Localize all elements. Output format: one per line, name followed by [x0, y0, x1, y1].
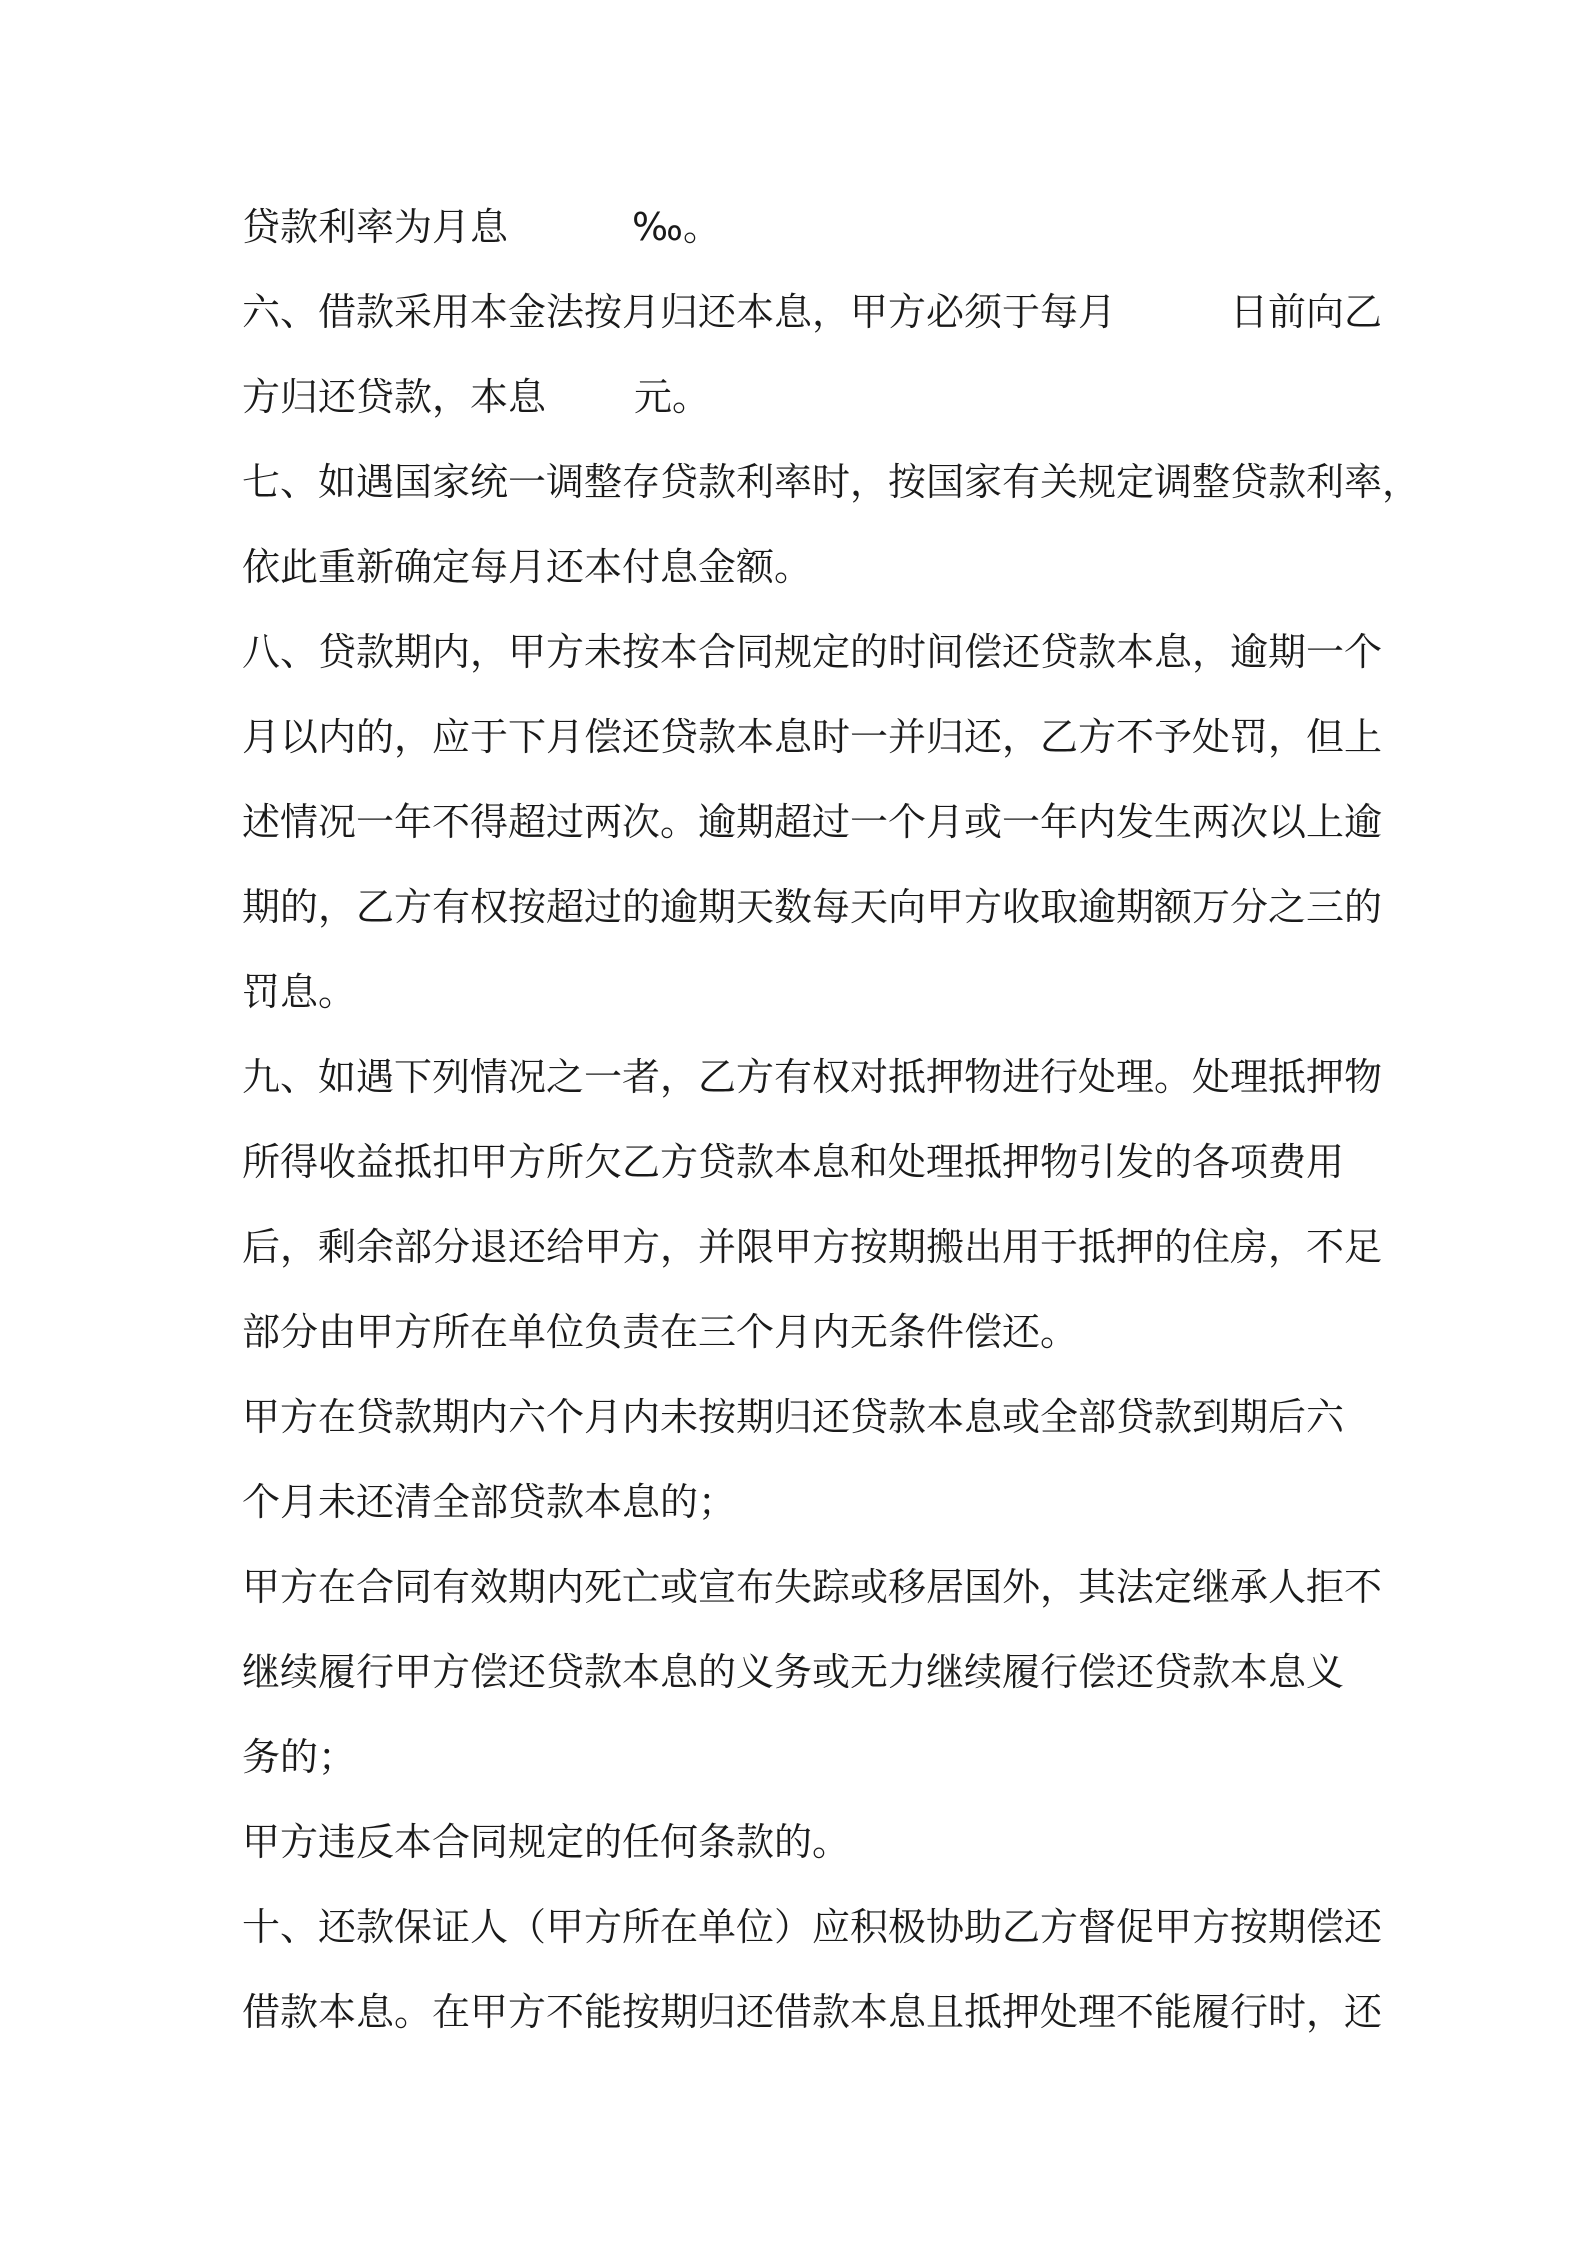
- text-segment: 方归还贷款，本息: [242, 375, 547, 419]
- text-segment: ‰。: [632, 205, 722, 249]
- text-segment: 甲方违反本合同规定的任何条款的。: [242, 1820, 851, 1864]
- text-line: [242, 1715, 1360, 1799]
- text-segment: 务的；: [242, 1735, 357, 1779]
- text-line: [242, 440, 1421, 524]
- text-segment: 继续履行甲方偿还贷款本息的义务或无力继续履行偿还贷款本息义: [242, 1650, 1345, 1694]
- text-line: [242, 185, 1360, 269]
- text-segment: 月以内的，应于下月偿还贷款本息时一并归还，乙方不予处罚，但上: [242, 715, 1383, 759]
- text-segment: 贷款利率为月息: [242, 205, 509, 249]
- text-line: [242, 1035, 1383, 1119]
- text-segment: 六、借款采用本金法按月归还本息，甲方必须于每月: [242, 290, 1117, 334]
- text-line: [242, 950, 1360, 1034]
- text-line: [242, 270, 1383, 354]
- text-line: [242, 1545, 1383, 1629]
- text-segment: 部分由甲方所在单位负责在三个月内无条件偿还。: [242, 1310, 1079, 1354]
- text-line: [242, 1460, 1360, 1544]
- text-line: [242, 1375, 1360, 1459]
- text-segment: 九、如遇下列情况之一者，乙方有权对抵押物进行处理。处理抵押物: [242, 1055, 1383, 1099]
- text-segment: 罚息。: [242, 970, 357, 1014]
- text-line: [242, 695, 1383, 779]
- text-line: [242, 1630, 1360, 1714]
- text-line: [242, 1120, 1360, 1204]
- text-line: [242, 525, 1360, 609]
- text-line: [242, 1885, 1383, 1969]
- text-segment: 七、如遇国家统一调整存贷款利率时，按国家有关规定调整贷款利率，: [242, 460, 1421, 504]
- text-segment: 甲方在合同有效期内死亡或宣布失踪或移居国外，其法定继承人拒不: [242, 1565, 1383, 1609]
- text-line: [242, 1970, 1383, 2054]
- text-segment: 甲方在贷款期内六个月内未按期归还贷款本息或全部贷款到期后六: [242, 1395, 1345, 1439]
- text-segment: 十、还款保证人（甲方所在单位）应积极协助乙方督促甲方按期偿还: [242, 1905, 1383, 1949]
- text-segment: 个月未还清全部贷款本息的；: [242, 1480, 737, 1524]
- text-line: [242, 355, 1360, 439]
- text-line: [242, 1205, 1383, 1289]
- text-segment: 元。: [634, 375, 711, 419]
- text-segment: 后，剩余部分退还给甲方，并限甲方按期搬出用于抵押的住房，不足: [242, 1225, 1383, 1269]
- text-segment: 日前向乙: [1230, 290, 1383, 334]
- text-line: [242, 1290, 1360, 1374]
- text-segment: 依此重新确定每月还本付息金额。: [242, 545, 813, 589]
- text-line: [242, 1800, 1360, 1884]
- text-line: [242, 865, 1383, 949]
- text-segment: 八、贷款期内，甲方未按本合同规定的时间偿还贷款本息，逾期一个: [242, 630, 1383, 674]
- text-segment: 期的，乙方有权按超过的逾期天数每天向甲方收取逾期额万分之三的: [242, 885, 1383, 929]
- text-segment: 所得收益抵扣甲方所欠乙方贷款本息和处理抵押物引发的各项费用: [242, 1140, 1345, 1184]
- text-line: [242, 610, 1383, 694]
- text-segment: 借款本息。在甲方不能按期归还借款本息且抵押处理不能履行时，还: [242, 1990, 1383, 2034]
- text-line: [242, 780, 1383, 864]
- text-segment: 述情况一年不得超过两次。逾期超过一个月或一年内发生两次以上逾: [242, 800, 1383, 844]
